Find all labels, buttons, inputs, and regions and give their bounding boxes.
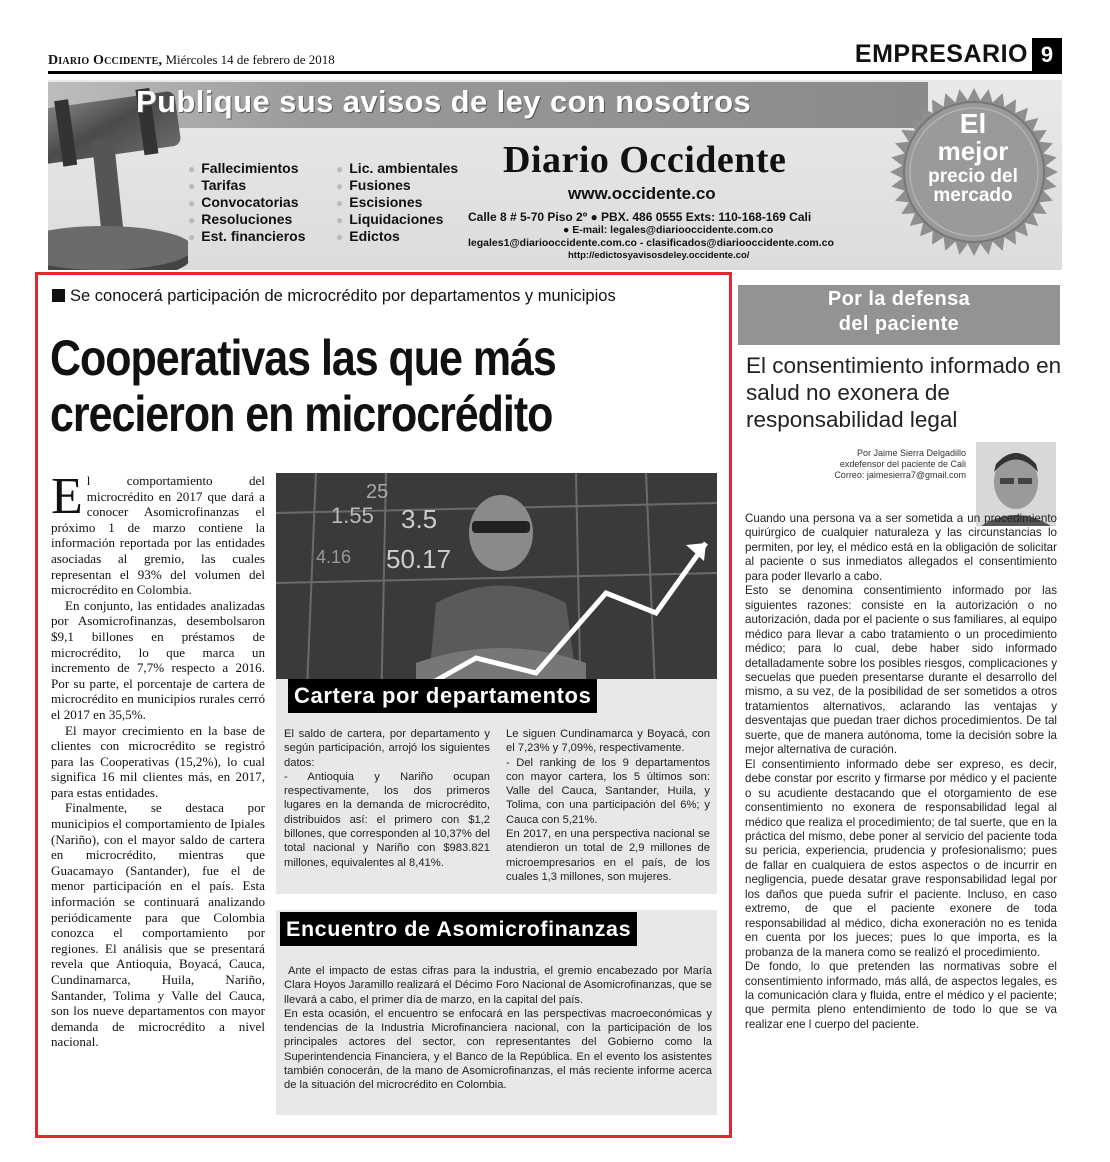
list-item: ● Tarifas (188, 177, 306, 194)
ad-address: Calle 8 # 5-70 Piso 2º ● PBX. 486 0555 Exts: 110-168-169 Cali (468, 210, 812, 224)
column-body (745, 512, 1057, 1032)
column-title-line: del paciente (838, 313, 960, 335)
list-item: ● Fusiones (336, 177, 458, 194)
seal-line: mejor (937, 136, 1009, 166)
column-paragraph: Cuando una persona va a ser sometida a un procedimiento quirúrgico de cualquier naturaleza y las circunstancias lo permiten, por ley, el médico está en la obligación de solicitar al paciente o sus inmediatos allegados el consentimiento para poder llevarlo a cabo. (745, 512, 1057, 583)
column-byline (770, 448, 966, 481)
photo-number: 25 (366, 481, 389, 503)
bullet-square-icon (52, 289, 65, 302)
seal-line: El (959, 108, 987, 139)
list-item: ● Edictos (336, 228, 458, 245)
ad-services-list (188, 160, 306, 245)
box-column (284, 727, 490, 870)
byline-email: Correo: jaimesierra7@gmail.com (834, 470, 966, 480)
article-paragraph (51, 468, 265, 598)
page-number: 9 (1032, 38, 1062, 72)
box-column (284, 964, 712, 1093)
ad-logo: Diario Occidente (503, 139, 787, 181)
list-item: ● Est. financieros (188, 228, 306, 245)
sidebar-box-cartera (276, 679, 717, 894)
sidebar-box-encuentro (276, 910, 717, 1115)
seal-line: mercado (933, 185, 1013, 206)
column-title-line: Por la defensa (827, 288, 971, 310)
ad-headline: Publique sus avisos de ley con nosotros (136, 84, 752, 119)
box-paragraph: El saldo de cartera, por departamento y según participación, arrojó los siguientes datos: (284, 728, 490, 769)
list-item: ● Lic. ambientales (336, 160, 458, 177)
seal-line: precio del (928, 166, 1018, 187)
box-column (506, 727, 710, 884)
paper-name: Diario Occidente, (48, 53, 163, 68)
legal-notices-ad (48, 80, 1062, 270)
column-paragraph: Esto se denomina consentimiento informado por las siguientes razones: consiste en la autorización o no autorización, dada por el paciente o sus familiares, al equipo médico para llevar a cabo tratamiento o un procedimiento médico; para lo cual, debe haber sido informado detalladamente sobre los posibles riesgos, complicaciones y secuelas que pueden presentarse durante el desarrollo del mismo, a su vez, de la posibilidad de ser sometidos a otros tratamientos alternativos, aclarando las ventajas y desventajas que puedan traer dichos procedimientos. De tal suerte, que de manera autónoma, tome la decisión sobre la mejor alternativa de curación. (745, 584, 1057, 757)
article-paragraph: Finalmente, se destaca por municipios el comportamiento de Ipiales (Nariño), con el mayor saldo de cartera en microcrédito, mientras que Guacamayo (Santander), fue el de menor participación en el país. Esta información se continuará analizando periódicamente para que Colombia conozca el comportamiento por regiones. El análisis que se presentará revela que Antioquia, Boyacá, Cauca, Cundinamarca, Huila, Nariño, Santander, Tolima y Valle del Cauca, son los nueve departamentos con mayor demanda de microcrédito a nivel nacional. (51, 800, 265, 1050)
column-title-box (738, 285, 1060, 345)
box-paragraph: En 2017, en una perspectiva nacional se atendieron un total de 2,9 millones de microempresarios en el país, de los cuales 1,3 millones, son mujeres. (506, 828, 710, 883)
article-photo (276, 473, 717, 713)
column-title (738, 287, 1060, 337)
ad-edictos-link: http://edictosyavisosdeley.occidente.co/ (568, 250, 750, 261)
box-paragraph: Ante el impacto de estas cifras para la industria, el gremio encabezado por María Clara Hoyos Jaramillo realizará el Décimo Foro Nacional de Asomicrofinanzas, que se llevará a cabo, el primer día de marzo, en la capital del país. (284, 965, 712, 1006)
list-item: ● Escisiones (336, 194, 458, 211)
ad-services-list (336, 160, 458, 245)
column-paragraph: De fondo, lo que pretenden las normativas sobre el consentimiento informado, más allá, de aspectos legales, es la comunicación clara y fluida, entre el médico y el paciente; que permita pleno entendimiento de todo lo que se va realizar ene l cuerpo del paciente. (745, 960, 1057, 1031)
masthead-dateline (48, 52, 335, 69)
byline-author: Por Jaime Sierra Delgadillo (856, 448, 966, 458)
photo-number: 3.5 (401, 504, 438, 534)
box-title: Encuentro de Asomicrofinanzas (280, 912, 637, 946)
column-headline: El consentimiento informado en salud no exonera de responsabilidad legal (746, 353, 1062, 432)
photo-number: 4.16 (316, 547, 352, 567)
seal-text (903, 110, 1043, 205)
section-name: EMPRESARIO (854, 40, 1028, 68)
masthead (48, 40, 1062, 74)
box-title: Cartera por departamentos (288, 679, 597, 713)
column-paragraph: El consentimiento informado debe ser expreso, es decir, debe constar por escrito y firmarse por médico y el paciente o su acudiente destacando que el otorgamiento de ese consentimiento no exonera de responsabilidad legal al médico que realiza el procedimiento; de tal suerte, que en la práctica del mismo, debe poner al servicio del paciente toda su pericia, experiencia, prudencia y profesionalismo; pues de fallar en cualquiera de estos aspectos o de incurrir en negligencia, puede desatar grave responsabilidad legal por los daños que pueda sufrir el paciente. Incluso, en caso extremo, de que el paciente exonere de toda responsabilidad al médico, dicha exoneración no es tenida en cuenta por los jueces; pues lo que importa, es la probanza de la manera como se realizó el procedimiento. (745, 757, 1057, 959)
article-kicker (52, 287, 616, 306)
list-item: ● Convocatorias (188, 194, 306, 211)
photo-number: 50.17 (386, 544, 452, 574)
ad-email-secondary: legales1@diariooccidente.com.co - clasificados@diariooccidente.com.co (468, 237, 834, 249)
box-paragraph: - Del ranking de los 9 departamentos con mayor cartera, los 5 últimos son: Valle del Cauca, Santander, Huila, y Tolima, con una participación del 6%; y Cauca con 5,21%. (506, 756, 710, 826)
article-body (51, 468, 265, 1050)
ad-website: www.occidente.co (568, 184, 716, 203)
article-paragraph: En conjunto, las entidades analizadas por Asomicrofinanzas, desembolsaron $9,1 billones en préstamos de microcrédito, lo que marca un incremento de 7,7% respecto a 2016. Por su parte, el porcentaje de cartera de microcrédito en municipios rurales cerró el 2017 en 35,5%. (51, 597, 265, 722)
article-headline: Cooperativas las que más crecieron en microcrédito (50, 330, 556, 442)
kicker-text: Se conocerá participación de microcrédito por departamentos y municipios (70, 287, 616, 305)
photo-number: 1.55 (331, 503, 374, 528)
article-paragraph: El mayor crecimiento en la base de clientes con microcrédito se registró para las Cooperativas (15,2%), lo cual significa 16 mil clientes más, en 2017, para estas entidades. (51, 722, 265, 800)
list-item: ● Fallecimientos (188, 160, 306, 177)
box-paragraph: En esta ocasión, el encuentro se enfocará en las perspectivas macroeconómicas y tendencias de la Industria Microfinanciera nacional, con la participación de los principales actores del sector, con representantes del Gobierno como la Superintendencia Financiera, y el Banco de la República. En el evento los asistentes también conocerán, de la mano de Asomicrofinanzas, el más reciente informe acerca de la situación del microcrédito en Colombia. (284, 1007, 712, 1092)
issue-date: Miércoles 14 de febrero de 2018 (165, 52, 335, 67)
paragraph-text: l comportamiento del microcrédito en 2017 que dará a conocer Asomicrofinanzas el próximo 1 de marzo contiene la información reportada por las entidades asociadas al gremio, las cuales representan el 93% del volumen del microcrédito en Colombia. (51, 473, 265, 598)
box-paragraph: Le siguen Cundinamarca y Boyacá, con el 7,23% y 7,09%, respectivamente. (506, 728, 710, 755)
list-item: ● Liquidaciones (336, 211, 458, 228)
list-item: ● Resoluciones (188, 211, 306, 228)
byline-role: exdefensor del paciente de Cali (839, 459, 966, 469)
box-paragraph: - Antioquia y Nariño ocupan respectivamente, los dos primeros lugares en la demanda de microcrédito, distribuidos así: el primero con $1,2 billones, que corresponden al 10,37% del total nacional y Nariño con $983.821 millones, equivalentes al 8,41%. (284, 770, 490, 869)
drop-cap: E (51, 468, 83, 525)
ad-email: ● E-mail: legales@diariooccidente.com.co (563, 224, 774, 236)
